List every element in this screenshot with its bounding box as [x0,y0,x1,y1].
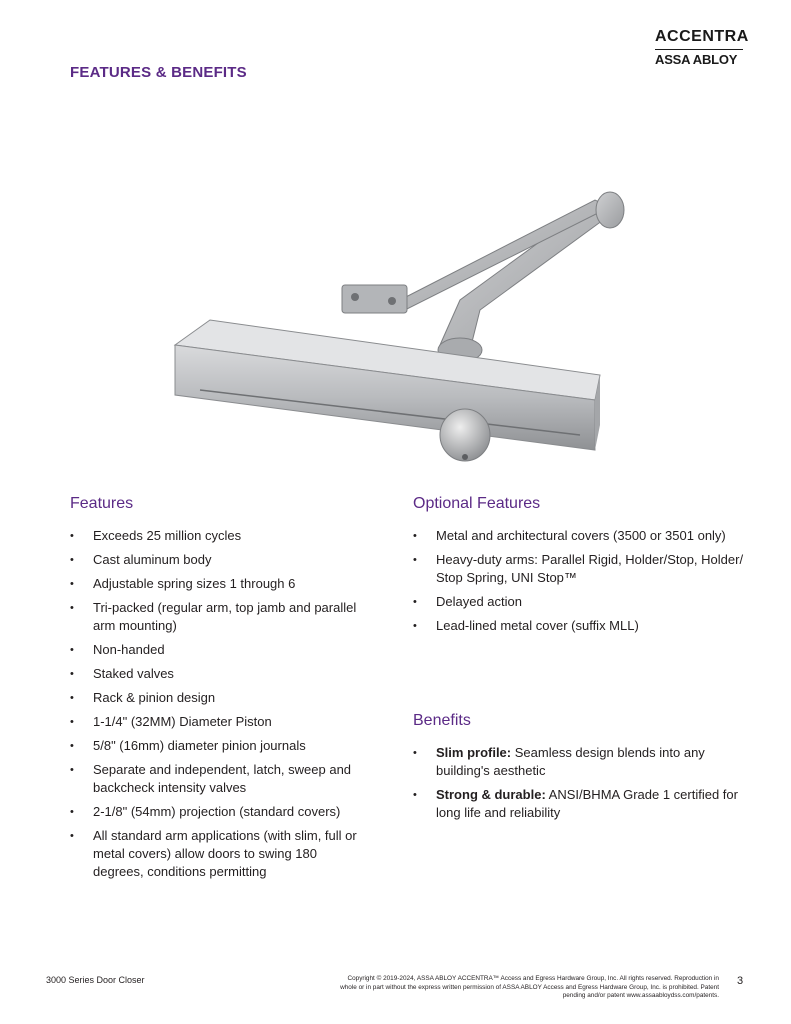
list-item: • Staked valves [70,666,174,681]
optional-features-column [413,495,753,641]
list-item: • Separate and independent, latch, sweep and backcheck intensity valves [70,762,352,795]
logo-divider [655,49,743,50]
features-list [70,527,370,881]
list-item: • Non-handed [70,642,165,657]
benefit-label: Strong & durable: [436,787,546,802]
footer-copyright: Copyright © 2019-2024, ASSA ABLOY ACCENTRA™ Access and Egress Hardware Group, Inc. All rights reserved. Reproduction in whole or in part without the express written permission of ASSA ABLOY Access and Egress Hardware Group, Inc. is prohibited. Patent pending and/or patent www.assaabloydss.com/patents. [340,975,719,999]
benefits-list [413,744,753,822]
door-closer-image [170,185,640,470]
features-column [70,495,370,887]
list-item: • Metal and architectural covers (3500 or 3501 only) [413,528,726,543]
list-item: • Adjustable spring sizes 1 through 6 [70,576,296,591]
list-item: • Exceeds 25 million cycles [70,528,242,543]
list-item: • 2-1/8" (54mm) projection (standard covers) [70,804,341,819]
list-item: • Strong & durable: ANSI/BHMA Grade 1 certified for long life and reliability [413,787,738,820]
benefit-label: Slim profile: [436,745,512,760]
list-item: • Slim profile: Seamless design blends into any building's aesthetic [413,745,705,778]
list-item: • Cast aluminum body [70,552,212,567]
list-item: • Tri-packed (regular arm, top jamb and parallel arm mounting) [70,600,357,633]
benefits-title: Benefits [413,712,471,729]
list-item: • Rack & pinion design [70,690,216,705]
list-item: • 1-1/4" (32MM) Diameter Piston [70,714,272,729]
logo-assa-abloy: ASSA ABLOY [655,52,738,67]
page-title: FEATURES & BENEFITS [70,64,247,81]
list-item: • Delayed action [413,594,522,609]
list-item: • 5/8" (16mm) diameter pinion journals [70,738,306,753]
optional-features-list [413,527,753,635]
optional-features-title: Optional Features [413,495,541,512]
logo-accentra: ACCENTRA [655,28,749,45]
page-number: 3 [737,975,744,987]
list-item: • All standard arm applications (with slim, full or metal covers) allow doors to swing 180 degrees, conditions permitting [70,828,357,879]
company-logo [655,28,749,67]
features-title: Features [70,495,134,512]
list-item: • Lead-lined metal cover (suffix MLL) [413,618,639,633]
footer-doc-name: 3000 Series Door Closer [46,975,145,985]
benefits-section [413,712,753,828]
list-item: • Heavy-duty arms: Parallel Rigid, Holder/Stop, Holder/ Stop Spring, UNI Stop™ [413,552,744,585]
